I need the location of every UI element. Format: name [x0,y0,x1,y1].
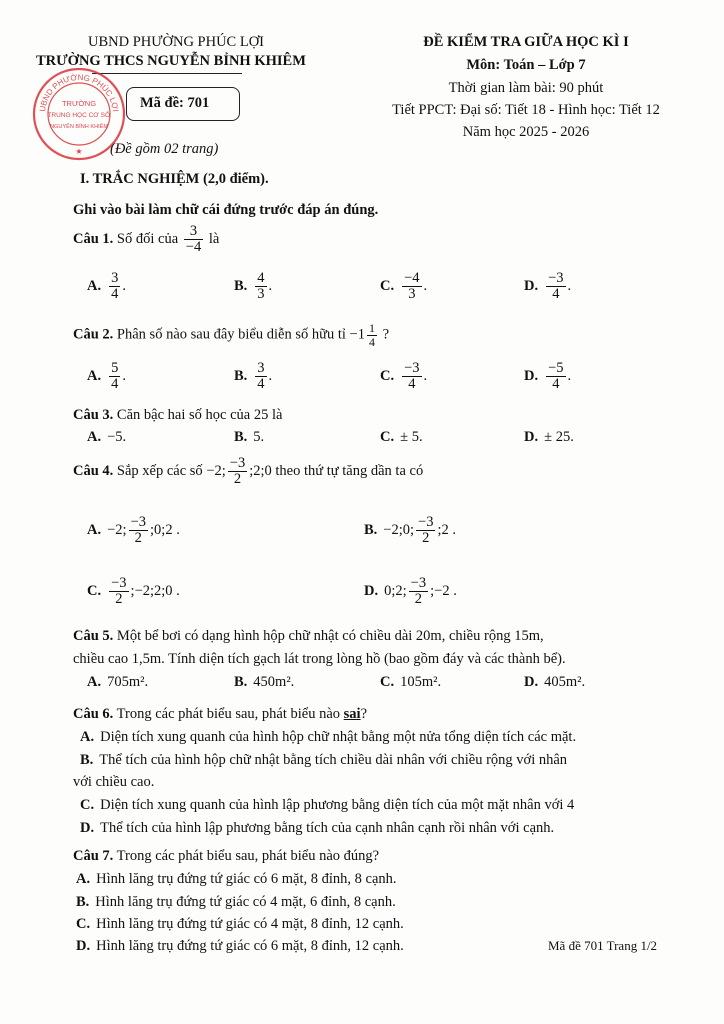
q6-option-d: D. Thể tích của hình lập phương bằng tích của cạnh nhân cạnh rồi nhân với cạnh. [80,820,555,836]
svg-text:UBND PHƯỜNG PHÚC LỢI: UBND PHƯỜNG PHÚC LỢI [38,72,120,113]
question-label: Câu 5. [73,628,114,644]
question-text: Sắp xếp các số [116,463,203,480]
q5-option-d: D. 405m². [524,674,586,690]
q2-option-a: A. $\frac{5}{4}$ . [87,360,126,393]
svg-text:★: ★ [75,147,83,156]
exam-ppct: Tiết PPCT: Đại số: Tiết 18 - Hình học: Tiết 12 [392,102,660,118]
page-footer: Mã đề 701 Trang 1/2 [548,938,658,953]
question-text: Căn bậc hai số học của 25 là [116,407,283,423]
question-text: Số đối của [116,231,179,248]
q5-option-c: C. 105m². [380,674,442,690]
q2-option-d: D. $\frac{-5}{4}$ . [524,360,572,393]
q4-option-d: D. 0;2; $\frac{-3}{2}$ ;−2 . [364,575,457,608]
question-1 [73,224,219,255]
q7-option-d: D. Hình lăng trụ đứng tứ giác có 6 mặt, 8 đỉnh, 12 cạnh. [76,938,404,954]
fraction: $\frac{-3}{2}$ [229,455,246,488]
q2-option-b: B. $\frac{3}{4}$ . [234,360,273,393]
question-2: Câu 2. Phân số nào sau đây biểu diễn số hữu tỉ −1 $\frac{1}{4}$ ? [73,321,390,349]
q5-option-a: A. 705m². [87,674,149,690]
question-7 [73,848,379,865]
q1-option-b: B. $\frac{4}{3}$ . [234,270,273,303]
q6-option-b: B. Thể tích của hình hộp chữ nhật bằng tích chiều dài nhân với chiều rộng với nhân [80,752,568,768]
question-label: Câu 3. [73,407,114,423]
q6-option-b-cont: với chiều cao. [73,774,155,790]
header-left-line1: UBND PHƯỜNG PHÚC LỢI [88,34,264,50]
exam-title: ĐỀ KIỂM TRA GIỮA HỌC KÌ I [423,34,629,50]
question-label: Câu 6. [73,706,114,722]
svg-text:TRƯỜNG: TRƯỜNG [61,99,97,108]
question-text: Một bể bơi có dạng hình hộp chữ nhật có chiều dài 20m, chiều rộng 15m, [116,628,544,644]
fraction: $\frac{3}{-4}$ [185,223,202,256]
q3-option-d: D. ± 25. [524,429,574,445]
section-instruction: Ghi vào bài làm chữ cái đứng trước đáp án đúng. [73,202,379,218]
q7-option-b: B. Hình lăng trụ đứng tứ giác có 4 mặt, 6 đỉnh, 8 cạnh. [76,894,396,910]
q7-option-c: C. Hình lăng trụ đứng tứ giác có 4 mặt, 8 đỉnh, 12 cạnh. [76,916,404,932]
q4-option-c: C. $\frac{-3}{2}$ ;−2;2;0 . [87,575,180,608]
q1-option-c: C. $\frac{-4}{3}$ . [380,270,428,303]
question-5 [73,628,544,645]
q5-option-b: B. 450m². [234,674,295,690]
svg-text:NGUYỄN BỈNH KHIÊM: NGUYỄN BỈNH KHIÊM [49,124,109,130]
q1-option-d: D. $\frac{-3}{4}$ . [524,270,572,303]
section-title: I. TRẮC NGHIỆM (2,0 điểm). [80,171,269,187]
q4-option-b: B. −2;0; $\frac{-3}{2}$ ;2 . [364,514,457,547]
svg-text:TRUNG HỌC CƠ SỞ: TRUNG HỌC CƠ SỞ [47,112,111,119]
exam-code-label: Mã đề: 701 [140,95,210,111]
pages-note: (Đề gồm 02 trang) [110,141,219,157]
question-label: Câu 2. [73,326,114,343]
question-text: là [208,231,220,248]
question-text: theo thứ tự tăng dần ta có [275,463,424,480]
question-5-line2: chiều cao 1,5m. Tính diện tích gạch lát trong lòng hồ (bao gồm đáy và các thành bể). [73,651,566,667]
q6-option-c: C. Diện tích xung quanh của hình lập phương bằng diện tích của một mặt nhân với 4 [80,797,575,813]
header-school-name: TRƯỜNG THCS NGUYỄN BỈNH KHIÊM [36,53,306,69]
question-label: Câu 1. [73,231,114,248]
emphasis-wrong: sai [343,706,361,722]
question-text: Trong các phát biểu sau, phát biểu nào đúng? [116,848,380,864]
exam-subject: Môn: Toán – Lớp 7 [466,57,586,73]
question-text: ? [382,326,390,343]
exam-duration: Thời gian làm bài: 90 phút [448,80,604,96]
q1-option-a: A. $\frac{3}{4}$ . [87,270,126,303]
question-label: Câu 7. [73,848,114,864]
question-4: Câu 4. Sắp xếp các số −2; $\frac{-3}{2}$ ;2;0 theo thứ tự tăng dần ta có [73,455,424,488]
q3-option-b: B. 5. [234,429,265,445]
q3-option-c: C. ± 5. [380,429,423,445]
question-text: Phân số nào sau đây biểu diễn số hữu tỉ [116,326,346,343]
q4-option-a: A. −2; $\frac{-3}{2}$ ;0;2 . [87,514,180,547]
q3-option-a: A. −5. [87,429,127,445]
question-6: Câu 6. Trong các phát biểu sau, phát biểu nào sai? [73,706,368,722]
question-text: Trong các phát biểu sau, phát biểu nào [116,706,341,722]
question-3 [73,407,282,424]
q6-option-a: A. Diện tích xung quanh của hình hộp chữ nhật bằng một nửa tổng diện tích các mặt. [80,729,577,745]
fraction: $\frac{1}{4}$ [368,321,375,349]
q2-option-c: C. $\frac{-3}{4}$ . [380,360,428,393]
exam-school-year: Năm học 2025 - 2026 [462,124,590,140]
q7-option-a: A. Hình lăng trụ đứng tứ giác có 6 mặt, 8 đỉnh, 8 cạnh. [76,871,397,887]
question-label: Câu 4. [73,463,114,480]
